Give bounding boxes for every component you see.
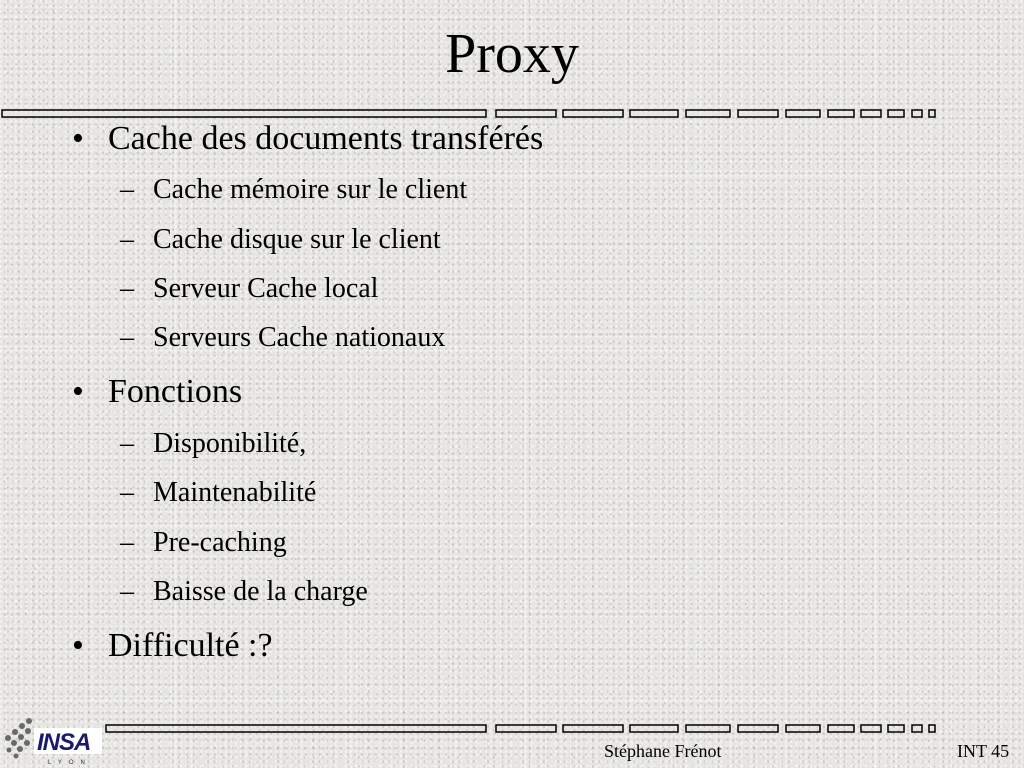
sub-bullet-marker: – xyxy=(120,224,134,255)
sub-bullet-text: Baisse de la charge xyxy=(153,576,368,607)
bullet-marker: • xyxy=(72,373,84,410)
sub-bullet-text: Cache mémoire sur le client xyxy=(153,174,468,205)
sub-bullet-marker: – xyxy=(120,576,134,607)
sub-bullet-marker: – xyxy=(120,174,134,205)
insa-logo xyxy=(0,712,106,768)
footer-page-number: INT 45 xyxy=(957,741,1010,761)
sub-bullet-marker: – xyxy=(120,477,134,508)
bullet-marker: • xyxy=(72,627,84,664)
sub-bullet-text: Pre-caching xyxy=(153,527,287,558)
sub-bullet-marker: – xyxy=(120,273,134,304)
svg-text:INSA: INSA xyxy=(37,729,91,756)
bullet-text: Difficulté :? xyxy=(108,627,273,664)
slide-title: Proxy xyxy=(445,23,579,85)
svg-text:LYON: LYON xyxy=(48,760,92,766)
bullet-marker: • xyxy=(72,120,84,157)
sub-bullet-marker: – xyxy=(120,428,134,459)
sub-bullet-text: Serveurs Cache nationaux xyxy=(153,322,446,353)
sub-bullet-marker: – xyxy=(120,527,134,558)
footer-divider xyxy=(0,722,1024,736)
bullet-text: Fonctions xyxy=(108,373,243,410)
sub-bullet-text: Disponibilité, xyxy=(153,428,307,459)
footer-author: Stéphane Frénot xyxy=(604,741,722,761)
sub-bullet-text: Maintenabilité xyxy=(153,477,317,508)
sub-bullet-text: Cache disque sur le client xyxy=(153,224,441,255)
bullet-text: Cache des documents transférés xyxy=(108,120,544,157)
sub-bullet-marker: – xyxy=(120,322,134,353)
sub-bullet-text: Serveur Cache local xyxy=(153,273,379,304)
